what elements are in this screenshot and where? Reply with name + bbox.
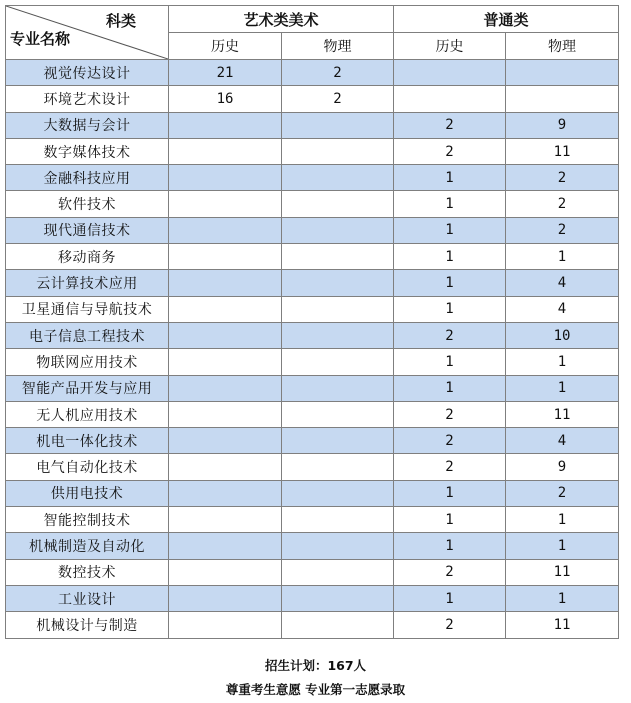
general-history-cell: 1 xyxy=(394,191,506,217)
art-physics-cell xyxy=(282,454,394,480)
table-row xyxy=(6,138,619,164)
art-history-cell xyxy=(169,480,282,506)
table-row xyxy=(6,349,619,375)
table-row xyxy=(6,401,619,427)
header-row-groups xyxy=(6,6,619,33)
table-row xyxy=(6,112,619,138)
art-history-cell: 21 xyxy=(169,60,282,86)
table-row xyxy=(6,454,619,480)
general-physics-cell: 1 xyxy=(506,585,619,611)
table-row xyxy=(6,165,619,191)
table-row xyxy=(6,507,619,533)
corner-header-cell xyxy=(6,6,169,60)
major-name-cell: 电子信息工程技术 xyxy=(6,322,169,348)
art-physics-cell xyxy=(282,322,394,348)
general-history-cell xyxy=(394,86,506,112)
general-physics-cell: 11 xyxy=(506,559,619,585)
group-header-general: 普通类 xyxy=(394,6,619,33)
art-physics-cell xyxy=(282,612,394,638)
art-physics-cell xyxy=(282,217,394,243)
art-physics-cell xyxy=(282,585,394,611)
art-history-cell xyxy=(169,165,282,191)
general-physics-cell: 2 xyxy=(506,217,619,243)
major-name-cell: 云计算技术应用 xyxy=(6,270,169,296)
general-history-cell: 2 xyxy=(394,322,506,348)
art-physics-cell xyxy=(282,507,394,533)
art-history-cell xyxy=(169,454,282,480)
table-row xyxy=(6,533,619,559)
general-history-cell: 2 xyxy=(394,454,506,480)
general-history-cell: 2 xyxy=(394,612,506,638)
art-physics-cell xyxy=(282,138,394,164)
art-physics-cell xyxy=(282,244,394,270)
general-physics-cell: 1 xyxy=(506,375,619,401)
major-name-cell: 现代通信技术 xyxy=(6,217,169,243)
major-name-cell: 机电一体化技术 xyxy=(6,428,169,454)
admission-policy-text: 尊重考生意愿 专业第一志愿录取 xyxy=(225,682,406,697)
table-row xyxy=(6,480,619,506)
general-physics-cell: 4 xyxy=(506,428,619,454)
table-row xyxy=(6,559,619,585)
general-history-cell: 1 xyxy=(394,480,506,506)
general-physics-cell: 1 xyxy=(506,349,619,375)
table-row xyxy=(6,217,619,243)
general-history-cell: 1 xyxy=(394,349,506,375)
table-row xyxy=(6,612,619,638)
table-row xyxy=(6,322,619,348)
art-physics-cell xyxy=(282,533,394,559)
art-history-cell xyxy=(169,112,282,138)
art-history-cell xyxy=(169,191,282,217)
table-row xyxy=(6,375,619,401)
art-history-cell xyxy=(169,217,282,243)
table-row xyxy=(6,191,619,217)
art-history-cell xyxy=(169,559,282,585)
general-history-cell: 1 xyxy=(394,244,506,270)
table-row xyxy=(6,428,619,454)
art-history-cell xyxy=(169,270,282,296)
table-row xyxy=(6,296,619,322)
art-history-cell xyxy=(169,612,282,638)
enrollment-plan-table xyxy=(5,5,619,639)
general-history-cell: 1 xyxy=(394,585,506,611)
table-row xyxy=(6,60,619,86)
major-name-cell: 电气自动化技术 xyxy=(6,454,169,480)
major-name-cell: 移动商务 xyxy=(6,244,169,270)
general-history-cell: 1 xyxy=(394,270,506,296)
subheader-general-physics: 物理 xyxy=(506,33,619,60)
subheader-art-physics: 物理 xyxy=(282,33,394,60)
art-history-cell xyxy=(169,322,282,348)
subheader-general-history: 历史 xyxy=(394,33,506,60)
general-history-cell: 1 xyxy=(394,165,506,191)
art-history-cell xyxy=(169,296,282,322)
general-physics-cell xyxy=(506,86,619,112)
major-name-cell: 机械设计与制造 xyxy=(6,612,169,638)
art-history-cell xyxy=(169,533,282,559)
general-physics-cell: 11 xyxy=(506,138,619,164)
general-physics-cell: 4 xyxy=(506,270,619,296)
art-physics-cell xyxy=(282,296,394,322)
art-physics-cell xyxy=(282,428,394,454)
subheader-art-history: 历史 xyxy=(169,33,282,60)
major-name-cell: 视觉传达设计 xyxy=(6,60,169,86)
major-name-cell: 供用电技术 xyxy=(6,480,169,506)
general-history-cell: 2 xyxy=(394,138,506,164)
general-history-cell: 2 xyxy=(394,112,506,138)
art-history-cell xyxy=(169,401,282,427)
general-physics-cell: 1 xyxy=(506,533,619,559)
art-physics-cell xyxy=(282,559,394,585)
art-history-cell xyxy=(169,585,282,611)
art-physics-cell xyxy=(282,349,394,375)
major-name-cell: 物联网应用技术 xyxy=(6,349,169,375)
general-history-cell: 2 xyxy=(394,401,506,427)
general-physics-cell: 2 xyxy=(506,480,619,506)
corner-label-major: 专业名称 xyxy=(10,30,71,48)
corner-label-category: 科类 xyxy=(105,12,136,30)
art-physics-cell xyxy=(282,270,394,296)
general-history-cell: 2 xyxy=(394,559,506,585)
general-history-cell: 1 xyxy=(394,507,506,533)
major-name-cell: 卫星通信与导航技术 xyxy=(6,296,169,322)
general-physics-cell: 2 xyxy=(506,191,619,217)
art-physics-cell: 2 xyxy=(282,86,394,112)
general-history-cell xyxy=(394,60,506,86)
general-physics-cell: 11 xyxy=(506,612,619,638)
major-name-cell: 无人机应用技术 xyxy=(6,401,169,427)
general-history-cell: 1 xyxy=(394,533,506,559)
general-history-cell: 1 xyxy=(394,375,506,401)
art-physics-cell xyxy=(282,480,394,506)
major-name-cell: 机械制造及自动化 xyxy=(6,533,169,559)
plan-table-wrapper xyxy=(5,5,619,639)
art-history-cell xyxy=(169,349,282,375)
art-physics-cell xyxy=(282,401,394,427)
table-row xyxy=(6,270,619,296)
art-physics-cell xyxy=(282,165,394,191)
major-name-cell: 智能控制技术 xyxy=(6,507,169,533)
art-physics-cell: 2 xyxy=(282,60,394,86)
major-name-cell: 金融科技应用 xyxy=(6,165,169,191)
table-row xyxy=(6,86,619,112)
art-history-cell xyxy=(169,375,282,401)
art-history-cell xyxy=(169,507,282,533)
art-physics-cell xyxy=(282,375,394,401)
major-name-cell: 环境艺术设计 xyxy=(6,86,169,112)
major-name-cell: 大数据与会计 xyxy=(6,112,169,138)
major-name-cell: 数字媒体技术 xyxy=(6,138,169,164)
group-header-art: 艺术类美术 xyxy=(169,6,394,33)
general-physics-cell: 1 xyxy=(506,507,619,533)
general-physics-cell: 2 xyxy=(506,165,619,191)
general-physics-cell: 11 xyxy=(506,401,619,427)
major-name-cell: 智能产品开发与应用 xyxy=(6,375,169,401)
general-physics-cell xyxy=(506,60,619,86)
general-physics-cell: 4 xyxy=(506,296,619,322)
major-name-cell: 工业设计 xyxy=(6,585,169,611)
general-physics-cell: 9 xyxy=(506,112,619,138)
major-name-cell: 数控技术 xyxy=(6,559,169,585)
art-history-cell xyxy=(169,138,282,164)
major-name-cell: 软件技术 xyxy=(6,191,169,217)
art-history-cell xyxy=(169,428,282,454)
art-history-cell: 16 xyxy=(169,86,282,112)
general-history-cell: 1 xyxy=(394,296,506,322)
table-row xyxy=(6,244,619,270)
table-row xyxy=(6,585,619,611)
general-history-cell: 2 xyxy=(394,428,506,454)
general-physics-cell: 10 xyxy=(506,322,619,348)
art-physics-cell xyxy=(282,191,394,217)
general-physics-cell: 1 xyxy=(506,244,619,270)
enrollment-total-text: 招生计划：167人 xyxy=(264,658,367,673)
art-physics-cell xyxy=(282,112,394,138)
general-history-cell: 1 xyxy=(394,217,506,243)
art-history-cell xyxy=(169,244,282,270)
general-physics-cell: 9 xyxy=(506,454,619,480)
